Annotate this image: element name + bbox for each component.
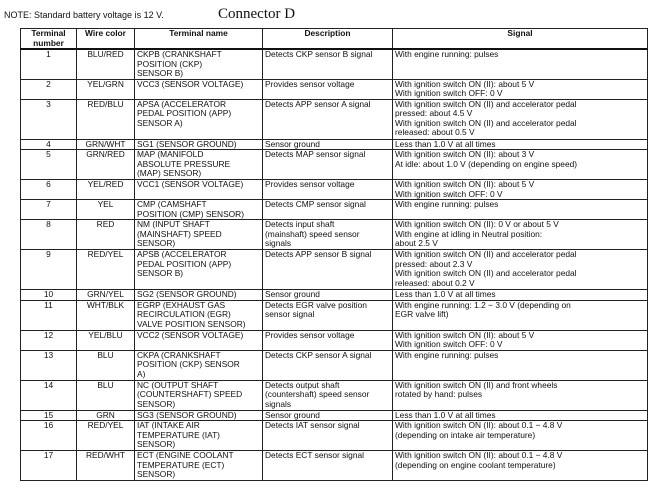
- cell-terminal-name: SG3 (SENSOR GROUND): [135, 410, 263, 421]
- cell-terminal-name: VCC3 (SENSOR VOLTAGE): [135, 79, 263, 99]
- cell-signal: Less than 1.0 V at all times: [393, 410, 648, 421]
- cell-terminal-name: SG1 (SENSOR GROUND): [135, 139, 263, 150]
- table-row: [21, 421, 648, 451]
- cell-terminal-number: 1: [21, 49, 77, 79]
- table-row: [21, 250, 648, 290]
- cell-wire-color: YEL/BLU: [77, 330, 135, 350]
- cell-wire-color: BLU/RED: [77, 49, 135, 79]
- cell-signal: With engine running: 1.2 − 3.0 V (depending on EGR valve lift): [393, 300, 648, 330]
- cell-signal: With engine running: pulses: [393, 49, 648, 79]
- cell-description: Provides sensor voltage: [263, 330, 393, 350]
- cell-signal: With ignition switch ON (II): about 0.1 − 4.8 V (depending on intake air temperature): [393, 421, 648, 451]
- cell-description: Detects MAP sensor signal: [263, 150, 393, 180]
- table-row: [21, 290, 648, 301]
- table-row: [21, 139, 648, 150]
- header-description: Description: [263, 29, 393, 50]
- header-terminal-name: Terminal name: [135, 29, 263, 50]
- cell-terminal-number: 13: [21, 350, 77, 380]
- cell-signal: With ignition switch ON (II): about 5 V With ignition switch OFF: 0 V: [393, 330, 648, 350]
- cell-wire-color: RED/YEL: [77, 421, 135, 451]
- cell-description: Detects ECT sensor signal: [263, 451, 393, 481]
- table-header-row: [21, 29, 648, 50]
- cell-description: Provides sensor voltage: [263, 180, 393, 200]
- cell-signal: With engine running: pulses: [393, 350, 648, 380]
- cell-wire-color: BLU: [77, 350, 135, 380]
- connector-title: Connector D: [218, 6, 296, 22]
- cell-terminal-number: 4: [21, 139, 77, 150]
- cell-signal: Less than 1.0 V at all times: [393, 139, 648, 150]
- cell-terminal-number: 14: [21, 380, 77, 410]
- header-wire-color: Wire color: [77, 29, 135, 50]
- cell-terminal-name: NM (INPUT SHAFT (MAINSHAFT) SPEED SENSOR): [135, 220, 263, 250]
- cell-terminal-name: NC (OUTPUT SHAFT (COUNTERSHAFT) SPEED SENSOR): [135, 380, 263, 410]
- cell-description: Sensor ground: [263, 290, 393, 301]
- cell-terminal-number: 7: [21, 200, 77, 220]
- table-row: [21, 180, 648, 200]
- cell-description: Detects CKP sensor A signal: [263, 350, 393, 380]
- cell-terminal-number: 16: [21, 421, 77, 451]
- cell-signal: Less than 1.0 V at all times: [393, 290, 648, 301]
- cell-terminal-number: 6: [21, 180, 77, 200]
- table-row: [21, 99, 648, 139]
- cell-terminal-number: 17: [21, 451, 77, 481]
- cell-terminal-name: ECT (ENGINE COOLANT TEMPERATURE (ECT) SENSOR): [135, 451, 263, 481]
- cell-terminal-number: 3: [21, 99, 77, 139]
- cell-terminal-number: 12: [21, 330, 77, 350]
- cell-wire-color: RED/WHT: [77, 451, 135, 481]
- cell-signal: With ignition switch ON (II) and front wheels rotated by hand: pulses: [393, 380, 648, 410]
- cell-description: Detects output shaft (countershaft) speed sensor signals: [263, 380, 393, 410]
- table-row: [21, 49, 648, 79]
- cell-signal: With ignition switch ON (II): about 5 V With ignition switch OFF: 0 V: [393, 180, 648, 200]
- cell-signal: With ignition switch ON (II) and accelerator pedal pressed: about 4.5 V With ignition switch ON (II) and accelerator pedal released: about 0.5 V: [393, 99, 648, 139]
- cell-signal: With engine running: pulses: [393, 200, 648, 220]
- battery-voltage-note: NOTE: Standard battery voltage is 12 V.: [4, 10, 164, 20]
- table-row: [21, 330, 648, 350]
- cell-description: Provides sensor voltage: [263, 79, 393, 99]
- cell-signal: With ignition switch ON (II): about 3 V At idle: about 1.0 V (depending on engine speed): [393, 150, 648, 180]
- cell-signal: With ignition switch ON (II): about 5 V With ignition switch OFF: 0 V: [393, 79, 648, 99]
- table-row: [21, 300, 648, 330]
- cell-wire-color: YEL/RED: [77, 180, 135, 200]
- cell-terminal-name: CKPA (CRANKSHAFT POSITION (CKP) SENSOR A): [135, 350, 263, 380]
- cell-terminal-number: 11: [21, 300, 77, 330]
- cell-description: Detects APP sensor A signal: [263, 99, 393, 139]
- cell-signal: With ignition switch ON (II): 0 V or about 5 V With engine at idling in Neutral position: about 2.5 V: [393, 220, 648, 250]
- cell-wire-color: GRN/RED: [77, 150, 135, 180]
- header-terminal-number: Terminal number: [21, 29, 77, 50]
- cell-description: Detects input shaft (mainshaft) speed sensor signals: [263, 220, 393, 250]
- header-signal: Signal: [393, 29, 648, 50]
- table-row: [21, 79, 648, 99]
- cell-terminal-name: SG2 (SENSOR GROUND): [135, 290, 263, 301]
- cell-terminal-number: 2: [21, 79, 77, 99]
- cell-terminal-name: CMP (CAMSHAFT POSITION (CMP) SENSOR): [135, 200, 263, 220]
- table-row: [21, 380, 648, 410]
- cell-signal: With ignition switch ON (II) and accelerator pedal pressed: about 2.3 V With ignition switch ON (II) and accelerator pedal released: about 0.2 V: [393, 250, 648, 290]
- cell-terminal-name: VCC1 (SENSOR VOLTAGE): [135, 180, 263, 200]
- cell-description: Detects CKP sensor B signal: [263, 49, 393, 79]
- table-row: [21, 451, 648, 481]
- cell-wire-color: RED/YEL: [77, 250, 135, 290]
- cell-terminal-name: APSB (ACCELERATOR PEDAL POSITION (APP) SENSOR B): [135, 250, 263, 290]
- cell-wire-color: GRN/WHT: [77, 139, 135, 150]
- cell-terminal-name: CKPB (CRANKSHAFT POSITION (CKP) SENSOR B): [135, 49, 263, 79]
- cell-description: Detects EGR valve position sensor signal: [263, 300, 393, 330]
- cell-description: Sensor ground: [263, 139, 393, 150]
- table-row: [21, 220, 648, 250]
- cell-description: Detects CMP sensor signal: [263, 200, 393, 220]
- cell-wire-color: YEL/GRN: [77, 79, 135, 99]
- cell-terminal-number: 15: [21, 410, 77, 421]
- cell-wire-color: GRN/YEL: [77, 290, 135, 301]
- cell-terminal-number: 5: [21, 150, 77, 180]
- table-row: [21, 410, 648, 421]
- table-row: [21, 200, 648, 220]
- cell-terminal-number: 9: [21, 250, 77, 290]
- cell-description: Detects APP sensor B signal: [263, 250, 393, 290]
- cell-terminal-name: VCC2 (SENSOR VOLTAGE): [135, 330, 263, 350]
- cell-wire-color: YEL: [77, 200, 135, 220]
- cell-wire-color: BLU: [77, 380, 135, 410]
- cell-wire-color: GRN: [77, 410, 135, 421]
- cell-terminal-name: IAT (INTAKE AIR TEMPERATURE (IAT) SENSOR): [135, 421, 263, 451]
- cell-terminal-name: APSA (ACCELERATOR PEDAL POSITION (APP) SENSOR A): [135, 99, 263, 139]
- cell-wire-color: WHT/BLK: [77, 300, 135, 330]
- pinout-table: [20, 28, 648, 481]
- cell-terminal-number: 10: [21, 290, 77, 301]
- cell-signal: With ignition switch ON (II): about 0.1 − 4.8 V (depending on engine coolant temperature): [393, 451, 648, 481]
- cell-terminal-name: MAP (MANIFOLD ABSOLUTE PRESSURE (MAP) SENSOR): [135, 150, 263, 180]
- table-row: [21, 350, 648, 380]
- cell-wire-color: RED: [77, 220, 135, 250]
- table-row: [21, 150, 648, 180]
- cell-terminal-number: 8: [21, 220, 77, 250]
- cell-wire-color: RED/BLU: [77, 99, 135, 139]
- cell-description: Detects IAT sensor signal: [263, 421, 393, 451]
- cell-description: Sensor ground: [263, 410, 393, 421]
- cell-terminal-name: EGRP (EXHAUST GAS RECIRCULATION (EGR) VALVE POSITION SENSOR): [135, 300, 263, 330]
